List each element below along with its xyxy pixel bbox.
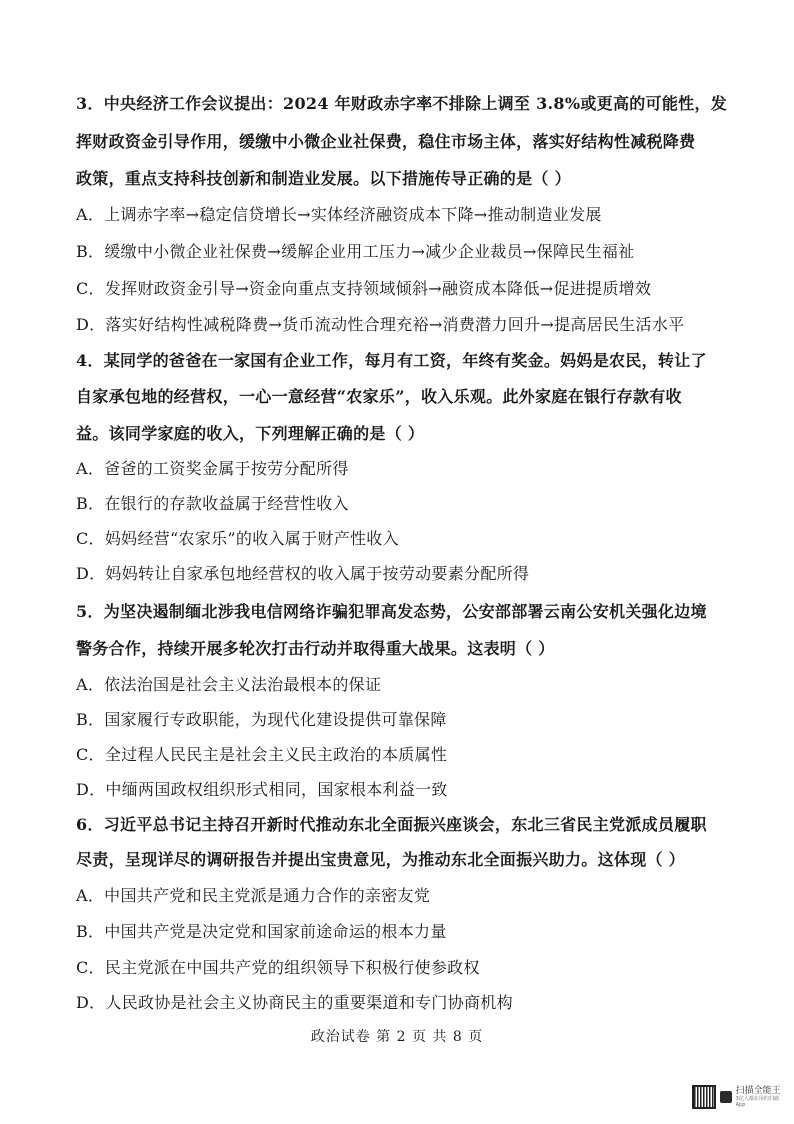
watermark-subtitle: 3亿人都在用的扫描App (735, 1096, 779, 1108)
q6-stem-line-2: 尽责，呈现详尽的调研报告并提出宝贵意见，为推动东北全面振兴助力。这体现（ ） (76, 850, 685, 869)
watermark-title: 扫描全能王 (735, 1086, 781, 1096)
q5-option-b: B．国家履行专政职能，为现代化建设提供可靠保障 (76, 710, 447, 729)
q4-option-a: A．爸爸的工资奖金属于按劳分配所得 (76, 459, 349, 478)
q4-stem-line-2: 自家承包地的经营权，一心一意经营“农家乐”，收入乐观。此外家庭在银行存款有收 (76, 387, 682, 406)
q3-option-a: A．上调赤字率→稳定信贷增长→实体经济融资成本下降→推动制造业发展 (76, 205, 602, 224)
watermark-text (736, 1086, 788, 1108)
q5-option-c: C．全过程人民民主是社会主义民主政治的本质属性 (76, 745, 448, 764)
q6-stem-line-1: 6．习近平总书记主持召开新时代推动东北全面振兴座谈会，东北三省民主党派成员履职 (76, 815, 707, 834)
q3-stem-line-2: 挥财政资金引导作用，缓缴中小微企业社保费，稳住市场主体，落实好结构性减税降费 (76, 132, 696, 151)
scanner-watermark (692, 1082, 788, 1112)
q5-stem-line-2: 警务合作，持续开展多轮次打击行动并取得重大战果。这表明（ ） (76, 639, 555, 658)
q3-stem-line-3: 政策，重点支持科技创新和制造业发展。以下措施传导正确的是（ ） (76, 169, 571, 188)
q4-stem-line-1: 4．某同学的爸爸在一家国有企业工作，每月有工资，年终有奖金。妈妈是农民，转让了 (76, 351, 707, 370)
q3-option-b: B．缓缴中小微企业社保费→缓解企业用工压力→减少企业裁员→保障民生福祉 (76, 242, 635, 261)
qr-code-icon (692, 1085, 716, 1109)
q4-stem-line-3: 益。该同学家庭的收入，下列理解正确的是（ ） (76, 424, 425, 443)
q5-option-a: A．依法治国是社会主义法治最根本的保证 (76, 675, 382, 694)
q4-option-d: D．妈妈转让自家承包地经营权的收入属于按劳动要素分配所得 (76, 564, 530, 583)
q3-option-d: D．落实好结构性减税降费→货币流动性合理充裕→消费潜力回升→提高居民生活水平 (76, 315, 685, 334)
q6-option-b: B．中国共产党是决定党和国家前途命运的根本力量 (76, 922, 447, 941)
q4-option-c: C．妈妈经营“农家乐”的收入属于财产性收入 (76, 529, 399, 548)
q3-stem-line-1: 3．中央经济工作会议提出：2024 年财政赤字率不排除上调至 3.8%或更高的可能性，发 (76, 94, 728, 113)
q5-option-d: D．中缅两国政权组织形式相同，国家根本利益一致 (76, 780, 448, 799)
page-footer: 政治试卷 第 2 页 共 8 页 (310, 1029, 484, 1045)
scanner-logo-icon (720, 1091, 732, 1103)
q6-option-a: A．中国共产党和民主党派是通力合作的亲密友党 (76, 886, 431, 905)
q4-option-b: B．在银行的存款收益属于经营性收入 (76, 494, 349, 513)
q5-stem-line-1: 5．为坚决遏制缅北涉我电信网络诈骗犯罪高发态势，公安部部署云南公安机关强化边境 (76, 602, 707, 621)
q6-option-c: C．民主党派在中国共产党的组织领导下积极行使参政权 (76, 958, 480, 977)
q3-option-c: C．发挥财政资金引导→资金向重点支持领域倾斜→融资成本降低→促进提质增效 (76, 279, 652, 298)
q6-option-d: D．人民政协是社会主义协商民主的重要渠道和专门协商机构 (76, 993, 513, 1012)
